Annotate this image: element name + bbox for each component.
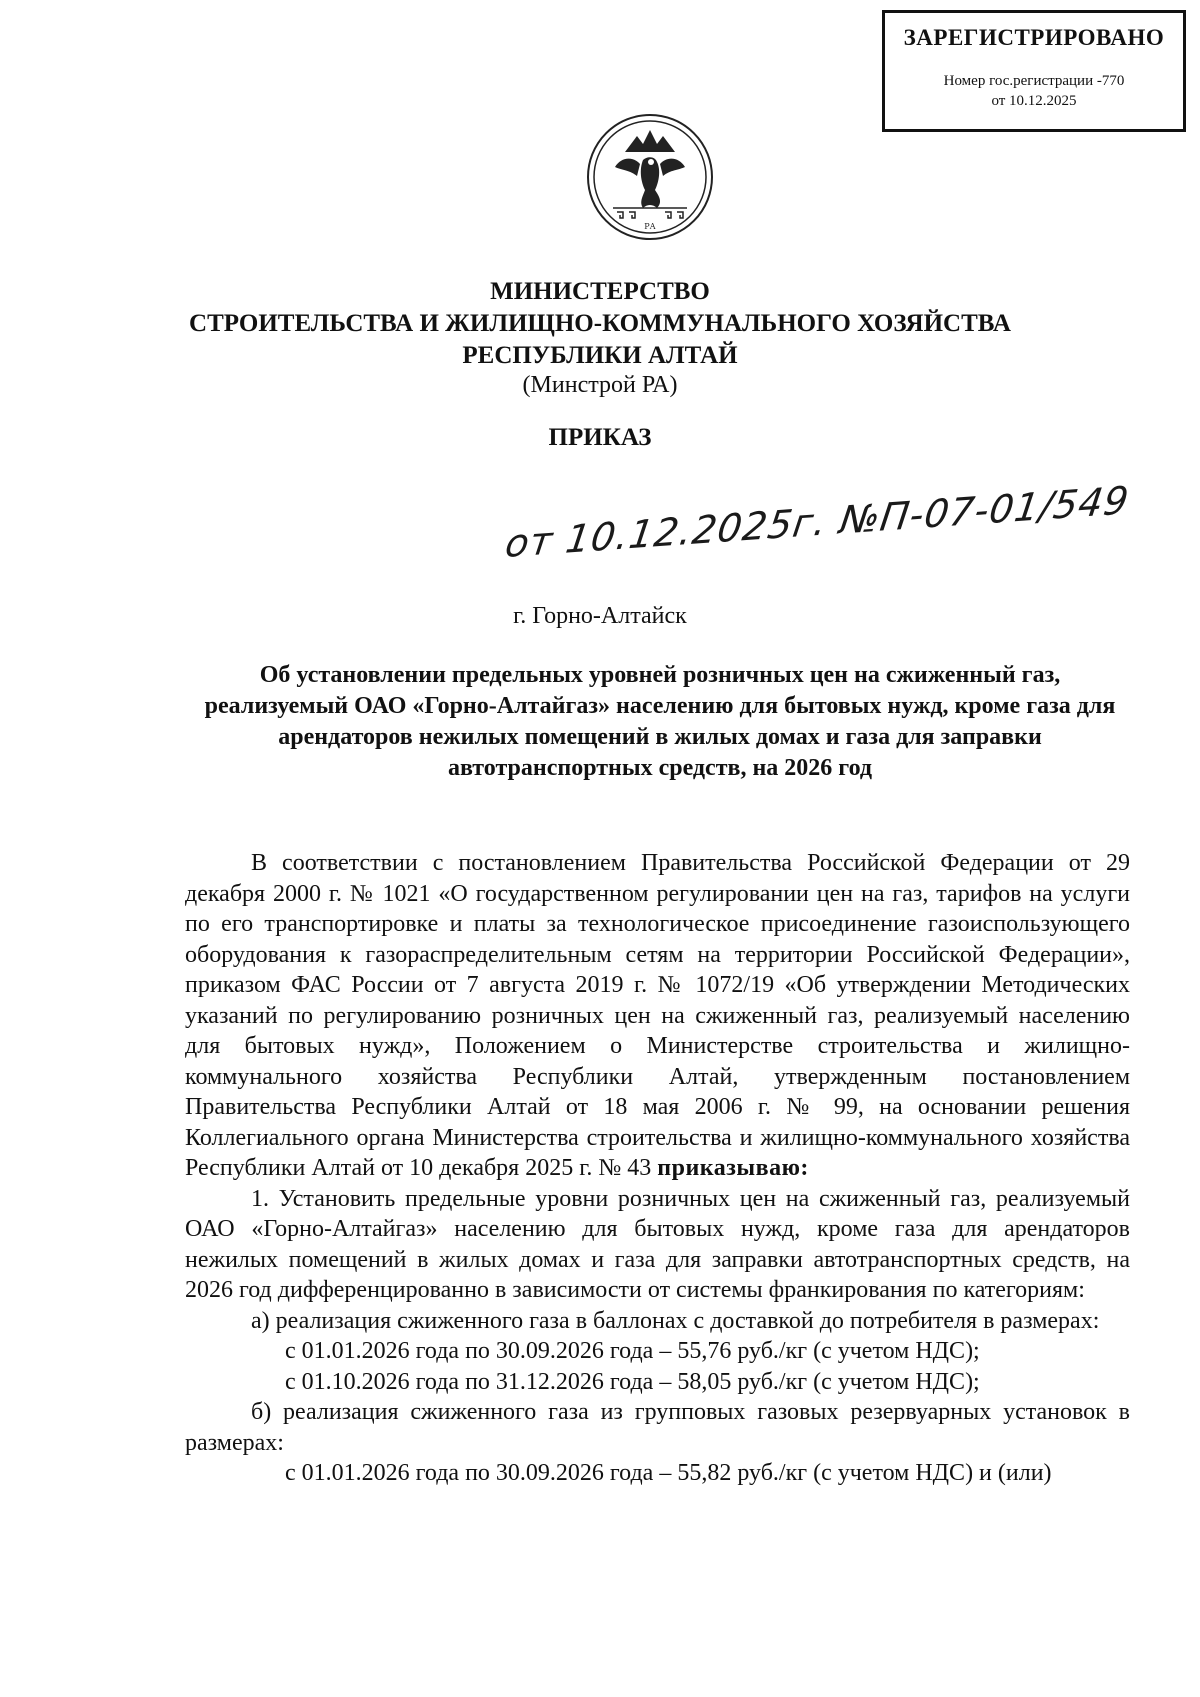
- city: г. Горно-Алтайск: [513, 603, 687, 629]
- document-type: ПРИКАЗ: [548, 424, 652, 451]
- stamp-reg-number: Номер гос.регистрации -770: [943, 73, 1125, 89]
- item-a-price-1: с 01.01.2026 года по 30.09.2026 года – 55,76 руб./кг (с учетом НДС);: [285, 1338, 980, 1364]
- coat-of-arms-altai-icon: [585, 112, 715, 242]
- emblem-inscription: РА: [644, 222, 656, 231]
- preamble-paragraph: [185, 848, 1130, 1184]
- handwritten-date-number: от 10.12.2025г. №П-07-01/549: [502, 477, 1133, 567]
- order-word: приказываю:: [657, 1155, 809, 1181]
- stamp-reg-date: от 10.12.2025: [991, 93, 1077, 109]
- registration-stamp: [882, 10, 1186, 132]
- org-line-2: СТРОИТЕЛЬСТВА И ЖИЛИЩНО-КОММУНАЛЬНОГО ХОЗЯЙСТВА: [189, 310, 1011, 337]
- order-body: [185, 848, 1130, 1489]
- item-a-paragraph: а) реализация сжиженного газа в баллонах с доставкой до потребителя в размерах:: [251, 1307, 1100, 1334]
- organization-name: [0, 276, 1200, 372]
- item-b-price-1: с 01.01.2026 года по 30.09.2026 года – 55,82 руб./кг (с учетом НДС) и (или): [285, 1460, 1052, 1486]
- org-line-3: РЕСПУБЛИКИ АЛТАЙ: [462, 342, 738, 369]
- item-b-paragraph: б) реализация сжиженного газа из групповых газовых резервуарных установок в размерах:: [185, 1399, 1130, 1456]
- organization-short-name: (Минстрой РА): [522, 372, 678, 398]
- preamble-text: В соответствии с постановлением Правительства Российской Федерации от 29 декабря 2000 г. № 1021 «О государственном регулировании цен на газ, тарифов на услуги по его транспортировке и платы за технологическое присоединение газоиспользующего оборудования к газораспределительным сетям на территории Российской Федерации», приказом ФАС России от 7 августа 2019 г. № 1072/19 «Об утверждении Методических указаний по регулированию розничных цен на сжиженный газ, реализуемый населению для бытовых нужд», Положением о Министерстве строительства и жилищно-коммунального хозяйства Республики Алтай, утвержденным постановлением Правительства Республики Алтай от 18 мая 2006 г. № 99, на основании решения Коллегиального органа Министерства строительства и жилищно-коммунального хозяйства Республики Алтай от 10 декабря 2025 г. № 43: [185, 850, 1130, 1181]
- item-a-price-2: с 01.10.2026 года по 31.12.2026 года – 58,05 руб./кг (с учетом НДС);: [285, 1368, 980, 1395]
- stamp-title: ЗАРЕГИСТРИРОВАНО: [903, 25, 1165, 50]
- item-1-paragraph: 1. Установить предельные уровни розничных цен на сжиженный газ, реализуемый ОАО «Горно-Алтайгаз» населению для бытовых нужд, кроме газа для арендаторов нежилых помещений в жилых домах и газа для заправки автотранспортных средств, на 2026 год дифференцированно в зависимости от системы франкирования по категориям:: [185, 1185, 1130, 1303]
- order-subject: Об установлении предельных уровней розничных цен на сжиженный газ, реализуемый ОАО «Горно-Алтайгаз» населению для бытовых нужд, кроме газа для арендаторов нежилых помещений в жилых домах и газа для заправки автотранспортных средств, на 2026 год: [204, 662, 1116, 781]
- org-line-1: МИНИСТЕРСТВО: [490, 278, 710, 305]
